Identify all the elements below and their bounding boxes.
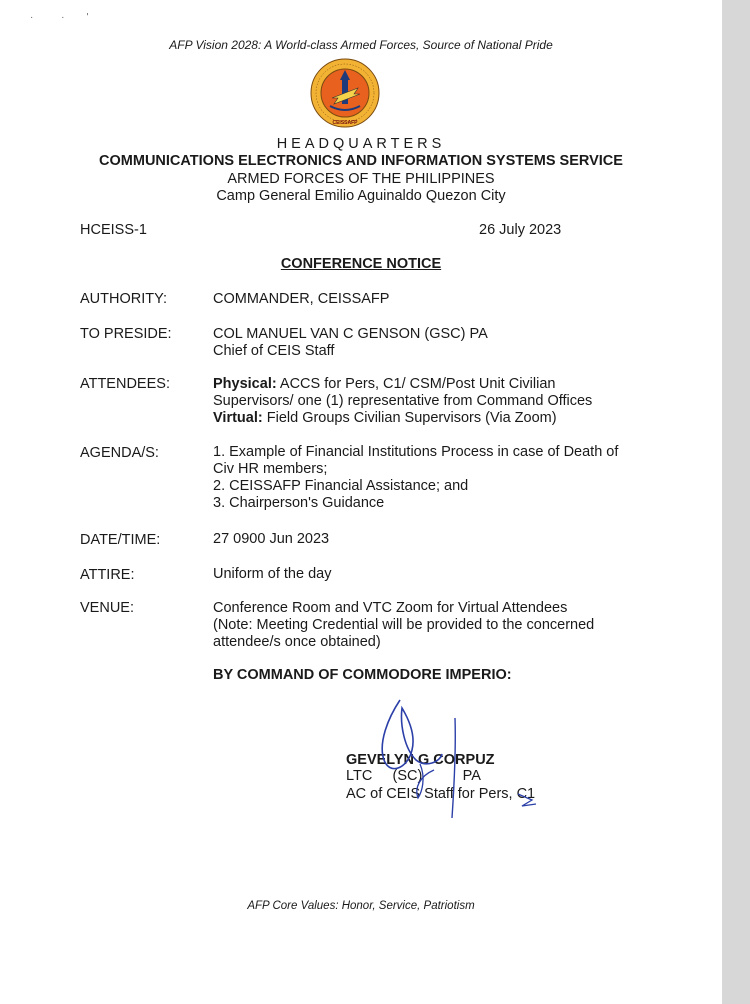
physical-label: Physical: xyxy=(213,376,277,392)
reference-code: HCEISS-1 xyxy=(80,222,147,238)
ceiss-seal-logo xyxy=(310,58,380,128)
datetime-label: DATE/TIME: xyxy=(80,532,161,548)
attendees-label: ATTENDEES: xyxy=(80,376,170,392)
agenda-line-1: 1. Example of Financial Institutions Process in case of Death of xyxy=(213,444,619,460)
attire-value: Uniform of the day xyxy=(213,566,332,582)
viewer-margin xyxy=(722,0,750,1004)
agenda-label: AGENDA/S: xyxy=(80,445,159,461)
by-command-line: BY COMMAND OF COMMODORE IMPERIO: xyxy=(213,667,512,683)
location: Camp General Emilio Aguinaldo Quezon City xyxy=(216,188,506,204)
signatory-service: PA xyxy=(462,768,481,784)
signatory-name: GEVELYN G CORPUZ xyxy=(346,752,495,768)
signatory-position: AC of CEIS Staff for Pers, C1 xyxy=(346,786,536,802)
venue-line-3: attendee/s once obtained) xyxy=(213,634,381,650)
svg-text:CEISSAFP: CEISSAFP xyxy=(332,120,358,126)
authority-value: COMMANDER, CEISSAFP xyxy=(213,291,390,307)
authority-label: AUTHORITY: xyxy=(80,291,168,307)
unit-name: COMMUNICATIONS ELECTRONICS AND INFORMATION SYSTEMS SERVICE xyxy=(99,153,623,169)
venue-line-2: (Note: Meeting Credential will be provided to the concerned xyxy=(213,617,595,633)
hq-heading: HEADQUARTERS xyxy=(276,136,446,152)
virtual-label: Virtual: xyxy=(213,410,263,426)
datetime-value: 27 0900 Jun 2023 xyxy=(213,531,330,547)
document-title: CONFERENCE NOTICE xyxy=(280,256,442,272)
signatory-branch: (SC) xyxy=(392,768,423,784)
agenda-line-2: Civ HR members; xyxy=(213,461,328,477)
vision-statement: AFP Vision 2028: A World-class Armed Forces, Source of National Pride xyxy=(169,38,553,52)
preside-label: TO PRESIDE: xyxy=(80,326,172,342)
attendees-physical-line2: Supervisors/ one (1) representative from Command Offices xyxy=(213,393,593,409)
preside-title: Chief of CEIS Staff xyxy=(213,343,335,359)
physical-value: ACCS for Pers, C1/ CSM/Post Unit Civilian xyxy=(279,376,556,392)
agenda-line-3: 2. CEISSAFP Financial Assistance; and xyxy=(213,478,469,494)
scan-marks: · · ' xyxy=(30,12,89,23)
document-date: 26 July 2023 xyxy=(479,222,562,238)
attendees-physical xyxy=(213,376,555,393)
agenda-line-4: 3. Chairperson's Guidance xyxy=(213,495,385,511)
core-values: AFP Core Values: Honor, Service, Patriotism xyxy=(247,900,475,912)
venue-line-1: Conference Room and VTC Zoom for Virtual Attendees xyxy=(213,600,568,616)
handwritten-signature xyxy=(360,688,560,828)
org-name: ARMED FORCES OF THE PHILIPPINES xyxy=(227,171,495,187)
attire-label: ATTIRE: xyxy=(80,567,135,583)
signatory-rank: LTC xyxy=(346,768,373,784)
venue-label: VENUE: xyxy=(80,600,134,616)
preside-name: COL MANUEL VAN C GENSON (GSC) PA xyxy=(213,326,488,342)
attendees-virtual xyxy=(213,410,557,427)
virtual-value: Field Groups Civilian Supervisors (Via Zoom) xyxy=(266,410,557,426)
